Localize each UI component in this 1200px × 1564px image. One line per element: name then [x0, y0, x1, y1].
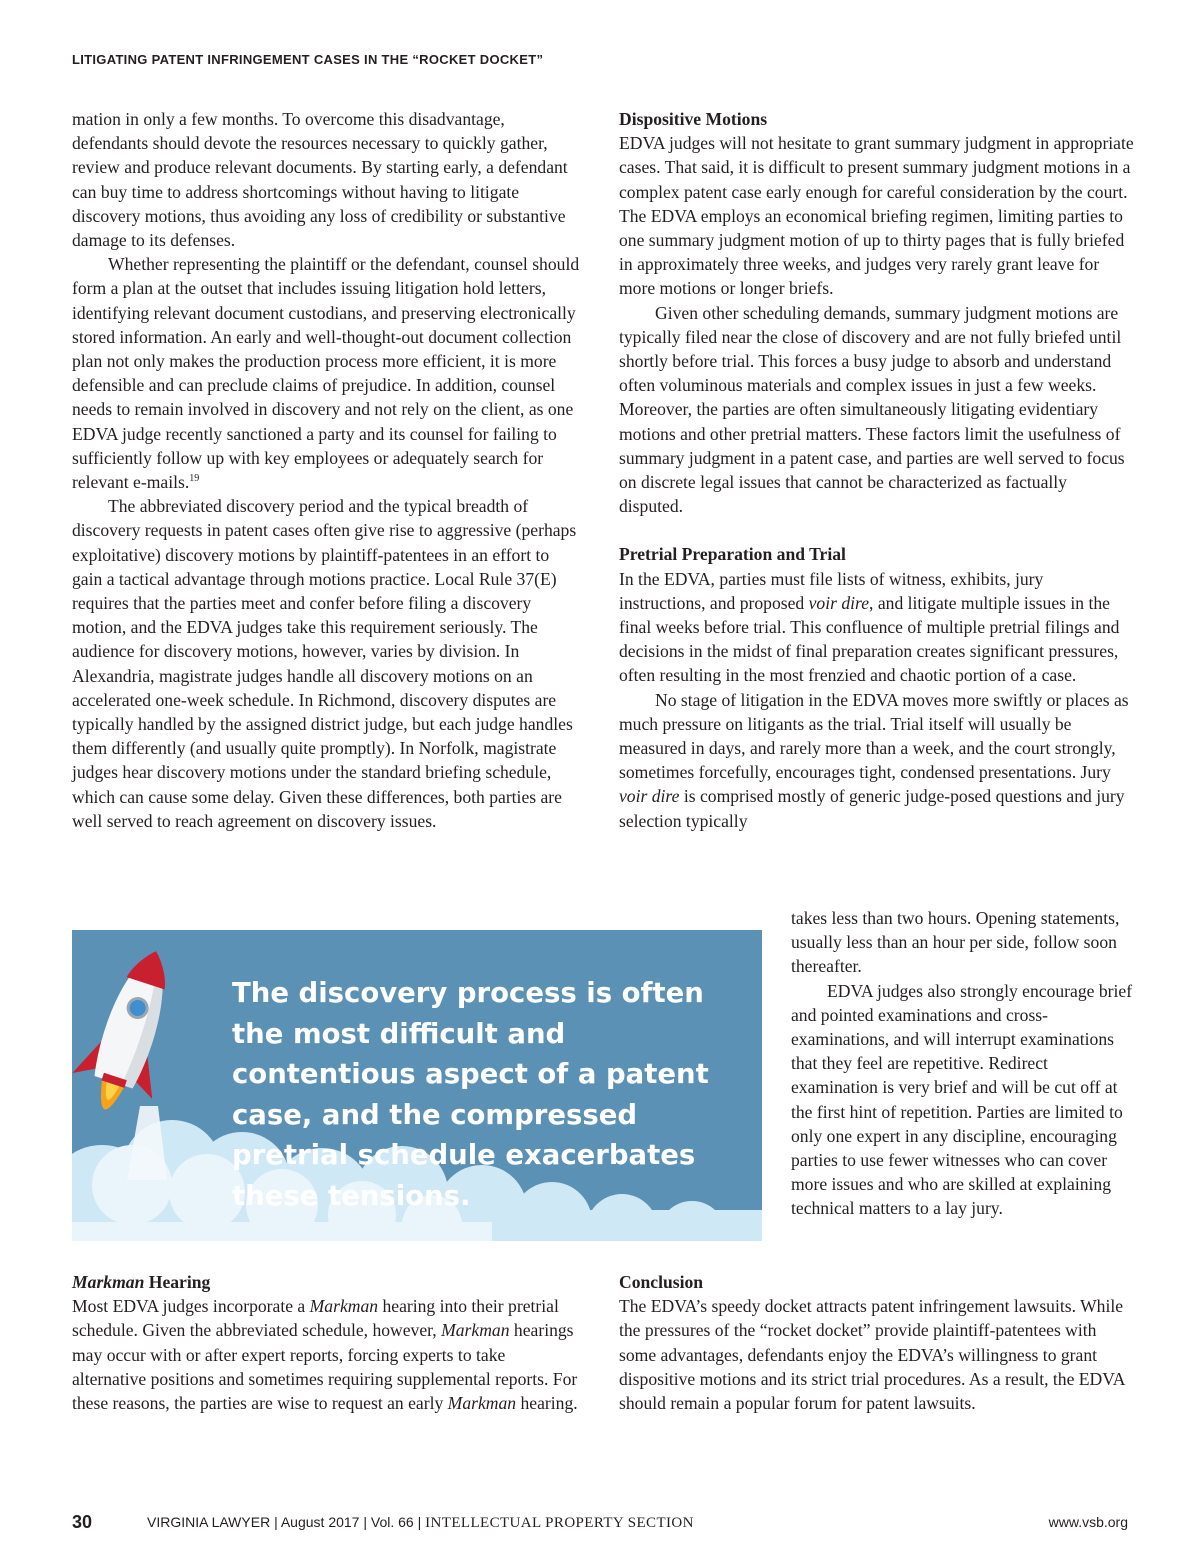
body-text: Most EDVA judges incorporate a	[72, 1296, 310, 1317]
italic-term: voir dire	[619, 786, 680, 807]
right-column	[619, 107, 1134, 833]
italic-term: voir dire	[808, 592, 870, 613]
publication-name: VIRGINIA LAWYER	[147, 1514, 271, 1530]
body-text: hearings may occur with or after expert reports, forcing experts to take alternative positions and sometimes requiring supplemental reports. For these reasons, the parties are wise to request an early	[72, 1320, 578, 1414]
left-column	[72, 107, 582, 833]
body-text: hearing.	[516, 1393, 578, 1414]
body-paragraph: mation in only a few months. To overcome this disadvantage, defendants should devote the resources necessary to quickly gather, review and produce relevant documents. By starting early, a defendant can buy time to address shortcomings without having to litigate discovery motions, thus avoiding any loss of credibility or substantive damage to its defenses.	[72, 109, 568, 251]
heading-text: Hearing	[144, 1272, 211, 1292]
footnote-ref: 19	[189, 473, 200, 485]
issue-date: August 2017	[280, 1514, 360, 1530]
separator: |	[417, 1514, 422, 1530]
separator: |	[274, 1514, 278, 1530]
markman-section	[72, 1270, 582, 1415]
body-text: In the EDVA, parties must file lists of witness, exhibits, jury instructions, and proposed	[619, 568, 1044, 613]
separator: |	[363, 1514, 367, 1530]
body-paragraph: takes less than two hours. Opening statements, usually less than an hour per side, follow soon thereafter.	[791, 908, 1120, 977]
body-text: hearing into their pretrial schedule. Given the abbreviated schedule, however,	[72, 1296, 559, 1341]
body-text: is comprised mostly of generic judge-posed questions and jury selection typically	[619, 786, 1125, 831]
body-text: Whether representing the plaintiff or the defendant, counsel should form a plan at the outset that includes issuing litigation hold letters, identifying relevant document custodians, and preserving electronically stored information. An early and well-thought-out document collection plan not only makes the production process more efficient, it is more defensible and can preclude claims of prejudice. In addition, counsel needs to remain involved in discovery and not rely on the client, as one EDVA judge recently sanctioned a party and its counsel for failing to sufficiently follow up with key employees or adequately search for relevant e-mails.	[72, 254, 580, 493]
body-paragraph: The EDVA’s speedy docket attracts patent infringement lawsuits. While the pressures of the “rocket docket” provide plaintiff-patentees with some advantages, defendants enjoy the EDVA’s willingness to grant dispositive motions and its strict trial procedures. As a result, the EDVA should remain a popular forum for patent lawsuits.	[619, 1296, 1125, 1414]
body-text: No stage of litigation in the EDVA moves more swiftly or places as much pressure on litigants as the trial. Trial itself will usually be measured in days, and rarely more than a week, and the court strongly, sometimes forcefully, encourages tight, condensed presentations. Jury	[619, 689, 1129, 783]
body-paragraph	[619, 567, 1134, 688]
body-text: , and litigate multiple issues in the final weeks before trial. This confluence of multiple pretrial filings and decisions in the midst of final preparation creates significant pressures, often resulting in the most frenzied and chaotic portion of a case.	[619, 592, 1120, 686]
italic-term: Markman	[447, 1393, 517, 1414]
pull-quote-box	[72, 930, 762, 1241]
section-heading-markman	[72, 1270, 582, 1294]
page-footer	[72, 1512, 1128, 1542]
body-paragraph: EDVA judges also strongly encourage brief and pointed examinations and cross-examinations, and will interrupt examinations that they feel are repetitive. Redirect examination is very brief and will be cut off at the first hint of repetition. Parties are limited to only one expert in any discipline, encouraging parties to use fewer witnesses who can cover more issues and who are skilled at explaining technical matters to a lay jury.	[791, 980, 1133, 1219]
volume: Vol. 66	[370, 1514, 414, 1530]
section-name: INTELLECTUAL PROPERTY SECTION	[425, 1515, 694, 1531]
body-paragraph	[72, 1294, 582, 1415]
section-heading-pretrial: Pretrial Preparation and Trial	[619, 544, 846, 565]
body-paragraph: Given other scheduling demands, summary judgment motions are typically filed near the close of discovery and are not fully briefed until shortly before trial. This forces a busy judge to absorb and understand often voluminous materials and complex issues in just a few weeks. Moreover, the parties are often simultaneously litigating evidentiary motions and other pretrial matters. These factors limit the usefulness of summary judgment in a patent case, and parties are well served to focus on discrete legal issues that cannot be characterized as factually disputed.	[619, 302, 1125, 517]
pull-quote-text: The discovery process is often the most difficult and contentious aspect of a patent case, and the compressed pretrial schedule exacerbates these tensions.	[232, 977, 709, 1212]
body-paragraph: The abbreviated discovery period and the typical breadth of discovery requests in patent cases often give rise to aggressive (perhaps exploitative) discovery motions by plaintiff-patentees in an effort to gain a tactical advantage through motions practice. Local Rule 37(E) requires that the parties meet and confer before filing a discovery motion, and the EDVA judges take this requirement seriously. The audience for discovery motions, however, varies by division. In Alexandria, magistrate judges handle all discovery motions on an accelerated one-week schedule. In Richmond, discovery disputes are typically handled by the assigned district judge, but each judge handles them differently (and usually quite promptly). In Norfolk, magistrate judges hear discovery motions under the standard briefing schedule, which can cause some delay. Given these differences, both parties are well served to reach agreement on discovery issues.	[72, 496, 577, 831]
italic-term: Markman	[309, 1296, 379, 1317]
conclusion-section	[619, 1270, 1134, 1415]
wrapped-right-column	[791, 906, 1134, 1221]
body-paragraph: EDVA judges will not hesitate to grant summary judgment in appropriate cases. That said, it is difficult to present summary judgment motions in a complex patent case early enough for careful consideration by the court. The EDVA employs an economical briefing regimen, limiting parties to one summary judgment motion of up to thirty pages that is fully briefed in approximately three weeks, and judges very rarely grant leave for more motions or longer briefs.	[619, 133, 1134, 299]
italic-term: Markman	[72, 1272, 145, 1292]
section-heading-dispositive: Dispositive Motions	[619, 109, 768, 129]
body-paragraph	[72, 252, 582, 494]
publication-line	[147, 1514, 694, 1532]
website-link[interactable]: www.vsb.org	[1048, 1514, 1128, 1530]
page-number: 30	[72, 1512, 93, 1532]
section-heading-conclusion: Conclusion	[619, 1272, 704, 1292]
body-paragraph	[619, 688, 1134, 833]
italic-term: Markman	[441, 1320, 510, 1341]
running-head: LITIGATING PATENT INFRINGEMENT CASES IN THE “ROCKET DOCKET”	[72, 52, 544, 67]
